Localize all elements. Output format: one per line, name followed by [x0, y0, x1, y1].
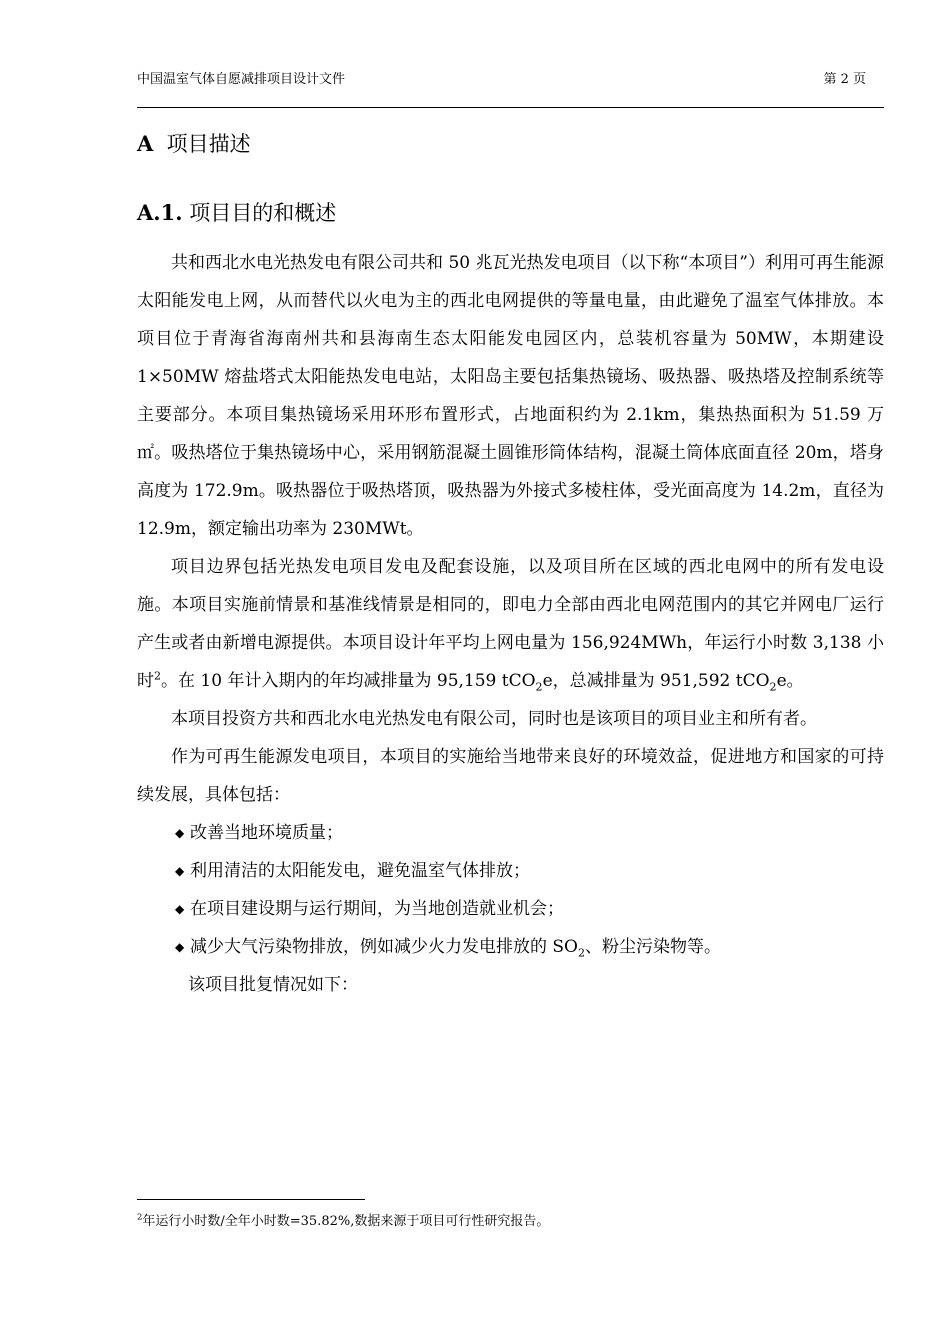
footnote-text: 年运行小时数/全年小时数=35.82%,数据来源于项目可行性研究报告。	[142, 1214, 550, 1229]
footnote-reference: 2	[154, 669, 162, 683]
list-item: ◆ 利用清洁的太阳能发电，避免温室气体排放；	[137, 852, 884, 890]
section-letter: A	[137, 131, 154, 156]
co2-subscript: 2	[535, 680, 543, 694]
subsection-title: 项目目的和概述	[189, 201, 337, 225]
paragraph-investor: 本项目投资方共和西北水电光热发电有限公司，同时也是该项目的项目业主和所有者。	[171, 709, 817, 729]
so2-subscript: 2	[578, 946, 586, 960]
boundary-text-b: 。在 10 年计入期内的年均减排量为 95,159 tCO	[161, 671, 536, 691]
list-item: ◆ 改善当地环境质量；	[137, 814, 884, 852]
boundary-text-a: 项目边界包括光热发电项目发电及配套设施，以及项目所在区域的西北电网中的所有发电设施。本项目实施前情景和基准线情景是相同的，即电力全部由西北电网范围内的其它并网电厂运行产生或者由新增电源提供。本项目设计年平均上网电量为 156,924MWh，年运行小时数 3,138 小时	[137, 557, 884, 691]
paragraph-boundary	[137, 548, 884, 700]
boundary-text-c: e，总减排量为 951,592 tCO	[542, 671, 770, 691]
body-text	[137, 244, 884, 1004]
diamond-bullet-icon: ◆	[175, 826, 185, 840]
paragraph-benefits: 作为可再生能源发电项目，本项目的实施给当地带来良好的环境效益，促进地方和国家的可持续发展，具体包括：	[137, 747, 884, 805]
document-title: 中国温室气体自愿减排项目设计文件	[137, 72, 346, 87]
subsection-heading	[137, 197, 336, 227]
list-item: ◆ 减少大气污染物排放，例如减少火力发电排放的 $SO_2$、粉尘污染物等。	[137, 928, 884, 966]
page-number: 第 2 页	[823, 72, 866, 87]
footnote	[137, 1210, 549, 1229]
footnote-divider	[137, 1199, 365, 1200]
paragraph-overview: 共和西北水电光热发电有限公司共和 50 兆瓦光热发电项目（以下称“本项目”）利用可再生能源太阳能发电上网，从而替代以火电为主的西北电网提供的等量电量，由此避免了温室气体排放。本项目位于青海省海南州共和县海南生态太阳能发电园区内，总装机容量为 50MW，本期建设 1×50MW 熔盐塔式太阳能热发电电站，太阳岛主要包括集热镜场、吸热器、吸热塔及控制系统等主要部分。本项目集热镜场采用环形布置形式，占地面积约为 2.1km，集热热面积为 51.59 万㎡。吸热塔位于集热镜场中心，采用钢筋混凝土圆锥形筒体结构，混凝土筒体底面直径 20m，塔身高度为 172.9m。吸热器位于吸热塔顶，吸热器为外接式多棱柱体，受光面高度为 14.2m，直径为 12.9m，额定输出功率为 230MWt。	[137, 253, 884, 539]
diamond-bullet-icon: ◆	[175, 864, 185, 878]
section-title: 项目描述	[166, 132, 251, 156]
section-heading	[137, 128, 251, 158]
header-divider	[137, 107, 884, 108]
benefits-list	[137, 814, 884, 966]
subsection-number: A.1.	[137, 200, 183, 225]
diamond-bullet-icon: ◆	[175, 940, 185, 954]
diamond-bullet-icon: ◆	[175, 902, 185, 916]
list-item: ◆ 在项目建设期与运行期间，为当地创造就业机会；	[137, 890, 884, 928]
co2-subscript: 2	[769, 680, 777, 694]
boundary-text-d: e。	[776, 671, 804, 691]
approval-intro: 该项目批复情况如下：	[188, 975, 358, 995]
footnote-mark: 2	[137, 1211, 143, 1222]
